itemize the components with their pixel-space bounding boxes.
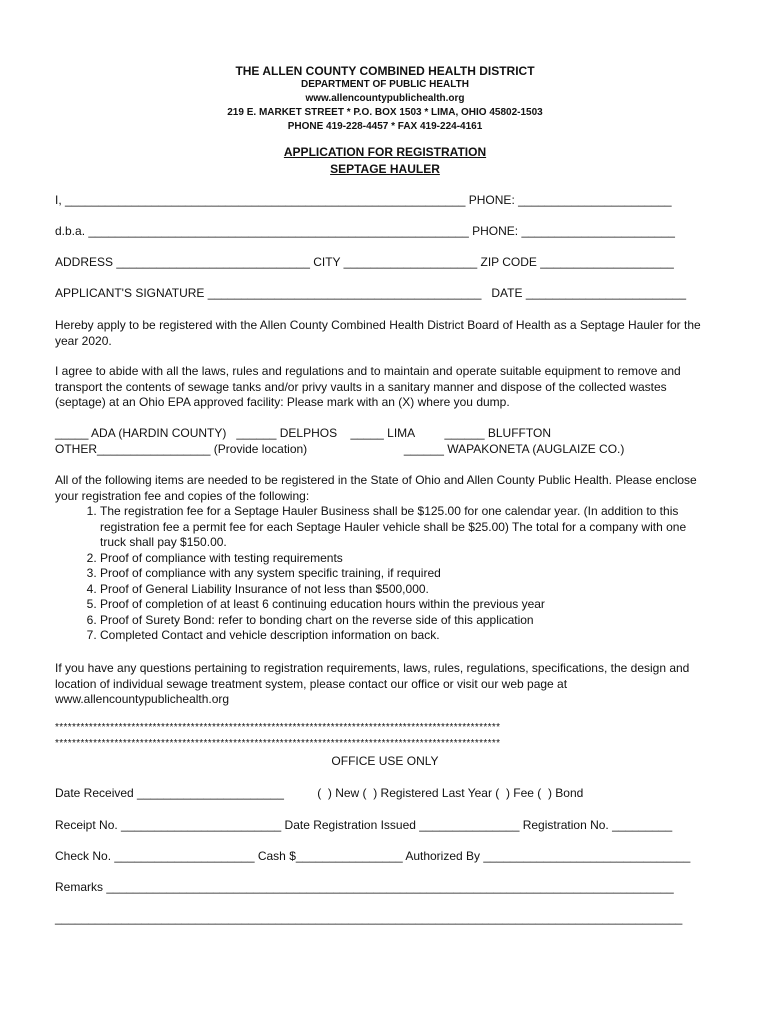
requirements-section	[55, 473, 715, 644]
separator-line-2: *********************************************************************************************************	[55, 738, 501, 749]
contact-info: If you have any questions pertaining to registration requirements, laws, rules, regulations, specifications, the design and location of individual sewage treatment system, please contact our office or visit our web page at www.allencountypublichealth.org	[55, 661, 690, 706]
requirement-item: 5. Proof of completion of at least 6 continuing education hours within the previous year	[100, 597, 715, 613]
street-address: 219 E. MARKET STREET * P.O. BOX 1503 * LIMA, OHIO 45802-1503	[227, 107, 543, 118]
agreement-statement: I agree to abide with all the laws, rules and regulations and to maintain and operate suitable equipment to remove and transport the contents of sewage tanks and/or privy vaults in a sanitary manner and dispose of the collected wastes (septage) at an Ohio EPA approved facility: Please mark with an (X) where you dump.	[55, 364, 681, 409]
org-name: THE ALLEN COUNTY COMBINED HEALTH DISTRICT	[235, 64, 535, 78]
requirement-item: 2. Proof of compliance with testing requirements	[100, 551, 715, 567]
signature-date-field[interactable]: APPLICANT'S SIGNATURE _________________________________________ DATE ________________________	[55, 286, 687, 300]
requirement-item: 6. Proof of Surety Bond: refer to bonding chart on the reverse side of this application	[100, 613, 715, 629]
receipt-field[interactable]: Receipt No. ________________________ Date Registration Issued _______________ Registration No. _________	[55, 818, 673, 832]
title-line-2: SEPTAGE HAULER	[330, 162, 440, 176]
dump-site-row-2[interactable]: OTHER_________________ (Provide location) ______ WAPAKONETA (AUGLAIZE CO.)	[55, 442, 625, 456]
remarks-field-line-2[interactable]: ______________________________________________________________________________________________	[55, 911, 683, 925]
remarks-field[interactable]: Remarks _____________________________________________________________________________________	[55, 880, 674, 894]
requirement-item: 3. Proof of compliance with any system specific training, if required	[100, 566, 715, 582]
form-title	[0, 144, 770, 178]
check-cash-field[interactable]: Check No. _____________________ Cash $________________ Authorized By _______________________________	[55, 849, 691, 863]
requirement-item: 4. Proof of General Liability Insurance of not less than $500,000.	[100, 582, 715, 598]
dump-site-row-1[interactable]: _____ ADA (HARDIN COUNTY) ______ DELPHOS _____ LIMA ______ BLUFFTON	[55, 426, 551, 440]
name-phone-field[interactable]: I, ____________________________________________________________ PHONE: _______________________	[55, 193, 672, 207]
address-city-zip-field[interactable]: ADDRESS _____________________________ CITY ____________________ ZIP CODE ____________________	[55, 255, 674, 269]
requirement-item: 7. Completed Contact and vehicle description information on back.	[100, 628, 715, 644]
apply-statement: Hereby apply to be registered with the Allen County Combined Health District Board of Health as a Septage Hauler for the year 2020.	[55, 318, 701, 348]
website: www.allencountypublichealth.org	[305, 93, 465, 104]
requirement-item: 1. The registration fee for a Septage Hauler Business shall be $125.00 for one calendar year. (In addition to this registration fee a permit fee for each Septage Hauler vehicle shall be $25.00) The total for a company with one truck shall pay $150.00.	[100, 504, 715, 551]
phone-fax: PHONE 419-228-4457 * FAX 419-224-4161	[287, 121, 483, 132]
letterhead	[0, 64, 770, 134]
title-line-1: APPLICATION FOR REGISTRATION	[283, 145, 487, 159]
date-received-field[interactable]: Date Received ______________________ ( ) New ( ) Registered Last Year ( ) Fee ( ) Bond	[55, 786, 584, 800]
office-use-label: OFFICE USE ONLY	[331, 754, 439, 768]
dba-phone-field[interactable]: d.b.a. _________________________________________________________ PHONE: _______________________	[55, 224, 675, 238]
separator-line-1: *********************************************************************************************************	[55, 722, 501, 733]
requirements-list	[55, 504, 715, 644]
requirements-intro: All of the following items are needed to be registered in the State of Ohio and Allen County Public Health. Please enclose your registration fee and copies of the following:	[55, 473, 697, 503]
department-name: DEPARTMENT OF PUBLIC HEALTH	[301, 79, 469, 90]
